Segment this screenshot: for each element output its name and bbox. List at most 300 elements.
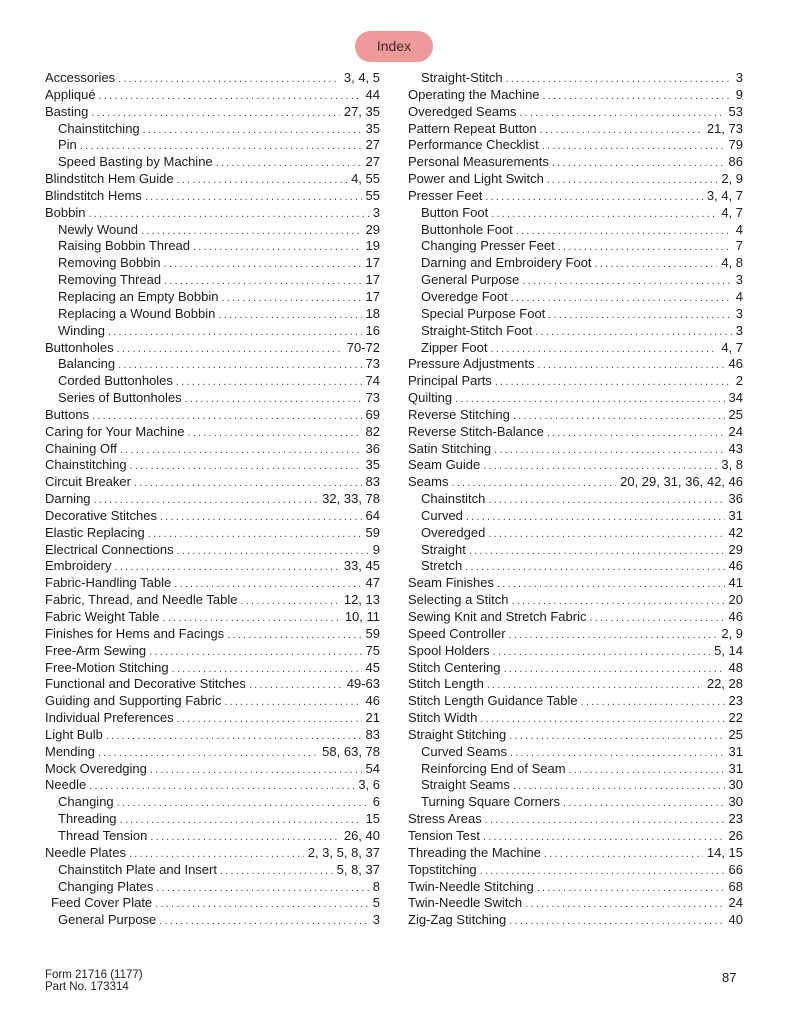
index-entry <box>45 575 380 592</box>
entry-pages: 83 <box>365 726 380 742</box>
dot-leader <box>134 475 362 492</box>
index-entry <box>45 794 380 811</box>
dot-leader <box>120 442 362 459</box>
index-entry <box>408 845 743 862</box>
entry-label: Mending <box>45 743 95 759</box>
index-entry <box>408 390 743 407</box>
index-entry <box>45 693 380 710</box>
index-entry <box>408 205 743 222</box>
entry-pages: 17 <box>365 255 380 271</box>
index-entry <box>45 171 380 188</box>
entry-label: General Purpose <box>58 912 157 928</box>
index-entry <box>408 727 743 744</box>
dot-leader <box>490 341 717 358</box>
dot-leader <box>581 694 725 711</box>
index-entry <box>408 794 743 811</box>
index-entry <box>45 457 380 474</box>
entry-label: Thread Tension <box>58 827 148 843</box>
entry-label: Newly Wound <box>58 221 138 237</box>
index-entry <box>408 188 743 205</box>
entry-pages: 36 <box>365 440 380 456</box>
entry-label: Presser Feet <box>408 187 483 203</box>
entry-pages: 74 <box>365 373 380 389</box>
entry-label: Seam Guide <box>408 457 481 473</box>
entry-pages: 3 <box>735 305 743 321</box>
dot-leader <box>220 863 333 880</box>
dot-leader <box>537 357 724 374</box>
index-entry <box>408 508 743 525</box>
index-column-right <box>408 70 743 929</box>
entry-pages: 31 <box>728 507 743 523</box>
entry-pages: 26 <box>728 827 743 843</box>
dot-leader <box>118 71 340 88</box>
entry-label: Straight <box>421 541 466 557</box>
index-entry <box>408 828 743 845</box>
entry-label: Needle <box>45 777 87 793</box>
entry-label: Blindstitch Hems <box>45 187 142 203</box>
part-number: Part No. 173314 <box>45 981 129 993</box>
index-entry <box>408 676 743 693</box>
entry-label: Tension Test <box>408 827 481 843</box>
index-entry <box>45 676 380 693</box>
entry-label: Twin-Needle Stitching <box>408 878 534 894</box>
dot-leader <box>485 812 725 829</box>
entry-label: Caring for Your Machine <box>45 423 185 439</box>
entry-pages: 35 <box>365 457 380 473</box>
entry-pages: 47 <box>365 575 380 591</box>
entry-label: Reverse Stitch-Balance <box>408 423 544 439</box>
entry-pages: 43 <box>728 440 743 456</box>
index-entry <box>45 356 380 373</box>
dot-leader <box>516 223 732 240</box>
entry-label: Elastic Replacing <box>45 524 145 540</box>
dot-leader <box>172 661 362 678</box>
index-entry <box>408 525 743 542</box>
dot-leader <box>487 677 703 694</box>
entry-pages: 36 <box>728 491 743 507</box>
dot-leader <box>80 138 362 155</box>
entry-label: Straight-Stitch <box>421 70 503 85</box>
entry-label: Selecting a Stitch <box>408 592 509 608</box>
dot-leader <box>160 509 362 526</box>
entry-label: Decorative Stitches <box>45 507 157 523</box>
entry-label: Operating the Machine <box>408 86 540 102</box>
dot-leader <box>91 105 339 122</box>
index-entry <box>45 340 380 357</box>
entry-pages: 30 <box>728 794 743 810</box>
index-entry <box>45 777 380 794</box>
dot-leader <box>511 290 732 307</box>
dot-leader <box>558 239 732 256</box>
entry-pages: 3 <box>735 322 743 338</box>
index-entry <box>408 660 743 677</box>
entry-label: Special Purpose Foot <box>421 305 546 321</box>
dot-leader <box>224 694 361 711</box>
entry-pages: 3 <box>735 70 743 85</box>
index-entry <box>408 879 743 896</box>
index-entry <box>45 272 380 289</box>
entry-label: Overedged <box>421 524 486 540</box>
entry-pages: 29 <box>365 221 380 237</box>
entry-pages: 16 <box>365 322 380 338</box>
dot-leader <box>519 105 724 122</box>
index-entry <box>45 710 380 727</box>
index-entry <box>45 306 380 323</box>
entry-label: Changing Plates <box>58 878 154 894</box>
entry-label: Replacing an Empty Bobbin <box>58 288 219 304</box>
entry-pages: 4, 7 <box>721 339 743 355</box>
entry-label: Personal Measurements <box>408 154 549 170</box>
form-number: Form 21716 (1177) <box>45 969 143 981</box>
dot-leader <box>506 71 732 88</box>
entry-pages: 3 <box>735 272 743 288</box>
index-entry <box>408 407 743 424</box>
index-entry <box>45 491 380 508</box>
dot-leader <box>141 223 362 240</box>
index-entry <box>408 255 743 272</box>
index-entry <box>408 424 743 441</box>
entry-label: Satin Stitching <box>408 440 492 456</box>
entry-pages: 82 <box>365 423 380 439</box>
dot-leader <box>535 324 731 341</box>
entry-pages: 3, 8 <box>721 457 743 473</box>
dot-leader <box>480 711 724 728</box>
entry-label: Principal Parts <box>408 373 492 389</box>
dot-leader <box>483 829 725 846</box>
dot-leader <box>187 425 361 442</box>
entry-pages: 3, 4, 7 <box>706 187 743 203</box>
dot-leader <box>513 408 725 425</box>
entry-label: Corded Buttonholes <box>58 373 173 389</box>
index-entry <box>408 895 743 912</box>
index-entry <box>45 323 380 340</box>
dot-leader <box>552 155 725 172</box>
entry-pages: 27, 35 <box>343 103 380 119</box>
dot-leader <box>249 677 343 694</box>
dot-leader <box>148 526 362 543</box>
entry-label: Changing Presser Feet <box>421 238 555 254</box>
index-entry <box>45 474 380 491</box>
index-entry <box>45 121 380 138</box>
index-entry <box>45 727 380 744</box>
entry-pages: 4 <box>735 221 743 237</box>
index-entry <box>45 104 380 121</box>
entry-label: Threading <box>58 811 117 827</box>
entry-label: Chainstitch <box>421 491 486 507</box>
index-entry <box>45 862 380 879</box>
index-entry <box>45 912 380 929</box>
dot-leader <box>94 492 319 509</box>
index-entry <box>45 542 380 559</box>
entry-pages: 25 <box>728 726 743 742</box>
entry-label: Appliqué <box>45 86 96 102</box>
index-entry <box>45 238 380 255</box>
entry-label: Seam Finishes <box>408 575 494 591</box>
entry-pages: 23 <box>728 693 743 709</box>
dot-leader <box>497 576 725 593</box>
dot-leader <box>89 778 354 795</box>
entry-label: Performance Checklist <box>408 137 539 153</box>
entry-label: Fabric, Thread, and Needle Table <box>45 592 238 608</box>
entry-label: Overedge Foot <box>421 288 508 304</box>
index-tab: Index <box>355 31 433 62</box>
entry-label: Guiding and Supporting Fabric <box>45 693 222 709</box>
entry-label: Straight Seams <box>421 777 510 793</box>
index-entry <box>408 626 743 643</box>
entry-pages: 20 <box>728 592 743 608</box>
entry-label: Zipper Foot <box>421 339 488 355</box>
dot-leader <box>563 795 725 812</box>
dot-leader <box>543 88 732 105</box>
index-entry <box>45 390 380 407</box>
dot-leader <box>117 341 343 358</box>
entry-pages: 35 <box>365 120 380 136</box>
entry-pages: 27 <box>365 137 380 153</box>
dot-leader <box>511 593 724 610</box>
entry-label: Series of Buttonholes <box>58 390 182 406</box>
index-entry <box>45 222 380 239</box>
index-entry <box>45 137 380 154</box>
index-entry <box>45 643 380 660</box>
entry-label: Topstitching <box>408 861 477 877</box>
entry-pages: 5 <box>372 895 380 911</box>
dot-leader <box>177 172 347 189</box>
entry-pages: 20, 29, 31, 36, 42, 46 <box>620 474 743 490</box>
entry-pages: 46 <box>728 558 743 574</box>
entry-pages: 7 <box>735 238 743 254</box>
entry-pages: 6 <box>372 794 380 810</box>
entry-label: Winding <box>58 322 105 338</box>
entry-pages: 4, 7 <box>721 204 743 220</box>
entry-pages: 59 <box>365 625 380 641</box>
entry-pages: 45 <box>365 659 380 675</box>
dot-leader <box>469 543 725 560</box>
entry-pages: 68 <box>728 878 743 894</box>
entry-label: Stitch Length <box>408 676 484 692</box>
dot-leader <box>88 206 368 223</box>
entry-pages: 70-72 <box>346 339 380 355</box>
entry-label: General Purpose <box>421 272 520 288</box>
entry-pages: 69 <box>365 406 380 422</box>
entry-label: Speed Controller <box>408 625 506 641</box>
dot-leader <box>218 307 361 324</box>
entry-label: Overedged Seams <box>408 103 517 119</box>
entry-pages: 54 <box>365 760 380 776</box>
dot-leader <box>589 610 724 627</box>
dot-leader <box>145 189 362 206</box>
dot-leader <box>117 795 369 812</box>
dot-leader <box>129 846 304 863</box>
dot-leader <box>513 778 725 795</box>
index-entry <box>45 558 380 575</box>
entry-pages: 44 <box>365 86 380 102</box>
entry-label: Straight Stitching <box>408 726 507 742</box>
dot-leader <box>227 627 361 644</box>
dot-leader <box>177 543 369 560</box>
entry-pages: 18 <box>365 305 380 321</box>
entry-pages: 9 <box>735 86 743 102</box>
index-entry <box>408 558 743 575</box>
entry-label: Basting <box>45 103 89 119</box>
entry-label: Pin <box>58 137 77 153</box>
dot-leader <box>509 913 724 930</box>
index-entry <box>408 643 743 660</box>
index-entry <box>408 272 743 289</box>
entry-pages: 12, 13 <box>343 592 380 608</box>
dot-leader <box>455 391 724 408</box>
entry-pages: 2, 9 <box>721 625 743 641</box>
index-entry <box>408 356 743 373</box>
index-entry <box>45 424 380 441</box>
entry-pages: 24 <box>728 895 743 911</box>
index-entry <box>408 87 743 104</box>
form-info <box>45 969 143 993</box>
dot-leader <box>174 576 361 593</box>
entry-pages: 4, 55 <box>351 171 380 187</box>
entry-label: Functional and Decorative Stitches <box>45 676 246 692</box>
entry-pages: 4, 8 <box>721 255 743 271</box>
dot-leader <box>98 745 318 762</box>
entry-label: Stitch Length Guidance Table <box>408 693 578 709</box>
entry-label: Seams <box>408 474 449 490</box>
index-entry <box>408 323 743 340</box>
entry-pages: 53 <box>728 103 743 119</box>
index-entry <box>408 373 743 390</box>
dot-leader <box>240 593 339 610</box>
index-entry <box>408 222 743 239</box>
entry-pages: 2, 9 <box>721 171 743 187</box>
dot-leader <box>143 122 362 139</box>
dot-leader <box>156 880 368 897</box>
entry-label: Mock Overedging <box>45 760 147 776</box>
dot-leader <box>216 155 362 172</box>
entry-pages: 4 <box>735 288 743 304</box>
dot-leader <box>164 256 362 273</box>
index-entry <box>45 441 380 458</box>
dot-leader <box>493 644 710 661</box>
index-entry <box>408 474 743 491</box>
entry-label: Speed Basting by Machine <box>58 154 213 170</box>
entry-pages: 49-63 <box>346 676 380 692</box>
entry-pages: 23 <box>728 811 743 827</box>
entry-pages: 33, 45 <box>343 558 380 574</box>
entry-label: Electrical Connections <box>45 541 174 557</box>
entry-label: Power and Light Switch <box>408 171 544 187</box>
dot-leader <box>504 661 725 678</box>
index-entry <box>45 154 380 171</box>
entry-label: Accessories <box>45 70 116 85</box>
entry-pages: 8 <box>372 878 380 894</box>
dot-leader <box>176 374 362 391</box>
entry-pages: 29 <box>728 541 743 557</box>
dot-leader <box>164 273 361 290</box>
entry-pages: 26, 40 <box>343 827 380 843</box>
index-entry <box>45 626 380 643</box>
index-entry <box>45 609 380 626</box>
index-entry <box>408 70 743 87</box>
dot-leader <box>495 374 732 391</box>
index-entry <box>45 188 380 205</box>
entry-label: Buttonholes <box>45 339 114 355</box>
dot-leader <box>155 896 369 913</box>
dot-leader <box>130 458 362 475</box>
entry-pages: 86 <box>728 154 743 170</box>
entry-label: Curved Seams <box>421 743 507 759</box>
entry-pages: 19 <box>365 238 380 254</box>
dot-leader <box>537 880 725 897</box>
dot-leader <box>525 896 724 913</box>
index-entry <box>408 457 743 474</box>
index-entry <box>408 289 743 306</box>
entry-label: Chainstitch Plate and Insert <box>58 861 217 877</box>
dot-leader <box>465 559 724 576</box>
entry-label: Curved <box>421 507 463 523</box>
dot-leader <box>494 442 724 459</box>
entry-label: Zig-Zag Stitching <box>408 912 507 928</box>
entry-label: Quilting <box>408 390 453 406</box>
entry-pages: 17 <box>365 288 380 304</box>
entry-pages: 75 <box>365 642 380 658</box>
dot-leader <box>510 745 725 762</box>
index-entry <box>45 87 380 104</box>
entry-label: Fabric Weight Table <box>45 609 160 624</box>
dot-leader <box>150 829 339 846</box>
index-entry <box>408 340 743 357</box>
index-entry <box>45 255 380 272</box>
entry-label: Finishes for Hems and Facings <box>45 625 225 641</box>
entry-label: Stretch <box>421 558 463 574</box>
entry-label: Balancing <box>58 356 116 372</box>
dot-leader <box>509 627 718 644</box>
entry-label: Sewing Knit and Stretch Fabric <box>408 609 587 624</box>
entry-label: Free-Motion Stitching <box>45 659 169 675</box>
entry-pages: 30 <box>728 777 743 793</box>
index-entry <box>45 407 380 424</box>
entry-label: Reverse Stitching <box>408 406 510 422</box>
entry-pages: 21 <box>365 710 380 726</box>
entry-label: Twin-Needle Switch <box>408 895 523 911</box>
index-entry <box>408 542 743 559</box>
entry-pages: 40 <box>728 912 743 928</box>
index-entry <box>408 575 743 592</box>
entry-pages: 27 <box>365 154 380 170</box>
entry-label: Removing Thread <box>58 272 162 288</box>
dot-leader <box>106 728 362 745</box>
index-entry <box>45 879 380 896</box>
index-entry <box>45 70 380 87</box>
entry-label: Pattern Repeat Button <box>408 120 537 136</box>
entry-label: Turning Square Corners <box>421 794 560 810</box>
entry-pages: 31 <box>728 760 743 776</box>
dot-leader <box>488 526 724 543</box>
dot-leader <box>92 408 361 425</box>
entry-pages: 2, 3, 5, 8, 37 <box>307 844 380 860</box>
index-entry <box>408 137 743 154</box>
index-entry <box>408 306 743 323</box>
entry-label: Raising Bobbin Thread <box>58 238 191 254</box>
dot-leader <box>150 762 362 779</box>
index-entry <box>408 592 743 609</box>
entry-pages: 3 <box>372 912 380 928</box>
entry-pages: 66 <box>728 861 743 877</box>
entry-pages: 3, 4, 5 <box>343 70 380 85</box>
index-entry <box>408 238 743 255</box>
entry-label: Blindstitch Hem Guide <box>45 171 174 187</box>
index-entry <box>45 373 380 390</box>
dot-leader <box>108 324 362 341</box>
entry-pages: 9 <box>372 541 380 557</box>
entry-pages: 2 <box>735 373 743 389</box>
